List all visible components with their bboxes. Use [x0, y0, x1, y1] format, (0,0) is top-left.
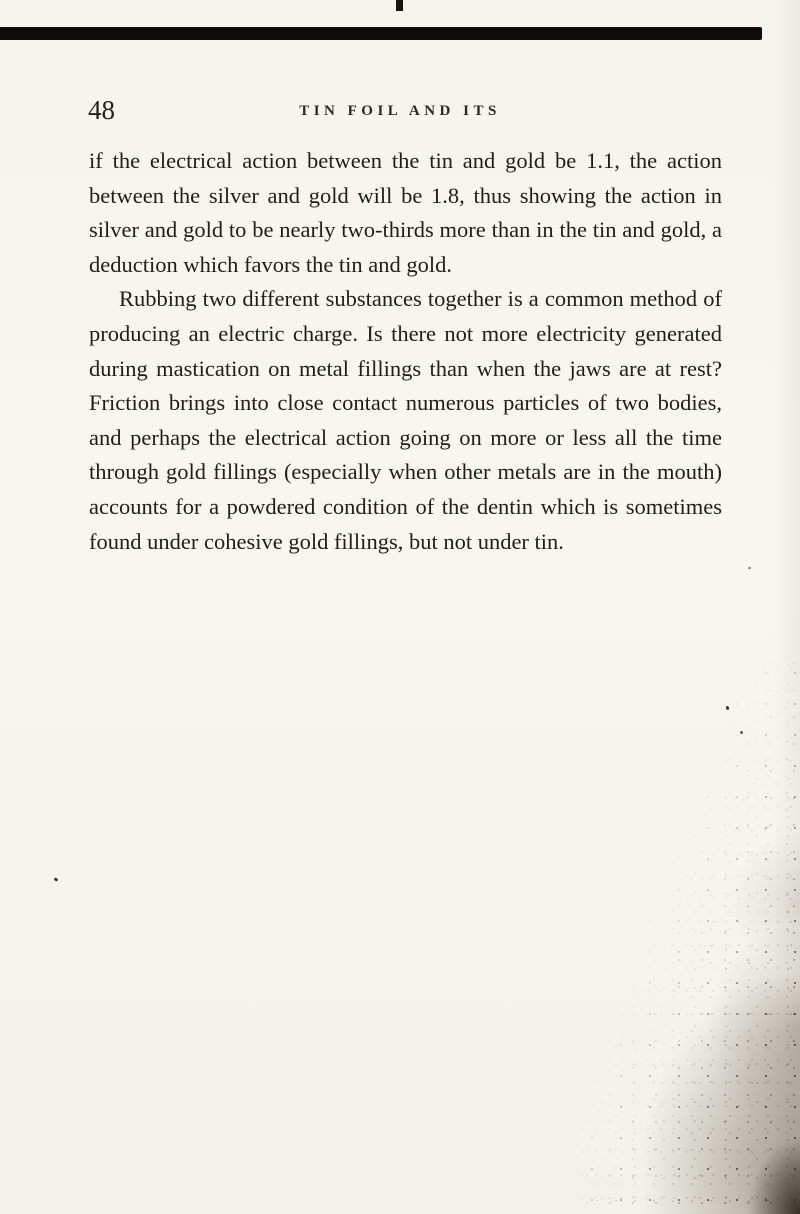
body-text — [89, 144, 722, 559]
scan-speck — [740, 731, 743, 734]
scan-speckle-artifact — [580, 654, 800, 1214]
scan-top-tick — [396, 0, 403, 11]
scan-speck — [54, 877, 59, 882]
running-head: TIN FOIL AND ITS — [299, 103, 501, 119]
page-number: 48 — [88, 95, 115, 125]
scan-top-strip — [0, 27, 762, 40]
paragraph: Rubbing two different substances together is a common method of producing an electric charge. Is there not more electricity generated during mastication on metal fillings than when the jaws are at rest? Friction brings into close contact numerous particles of two bodies, and perhaps the electrical action going on more or less all the time through gold fillings (especially when other metals are in the mouth) accounts for a powdered condition of the dentin which is sometimes found under cohesive gold fillings, but not under tin. — [89, 286, 722, 554]
paragraph: if the electrical action between the tin and gold be 1.1, the action between the silver and gold will be 1.8, thus showing the action in silver and gold to be nearly two-thirds more than in the tin and gold, a deduction which favors the tin and gold. — [89, 148, 722, 277]
scan-speck — [748, 567, 751, 569]
scan-edge-shade — [774, 0, 800, 1214]
